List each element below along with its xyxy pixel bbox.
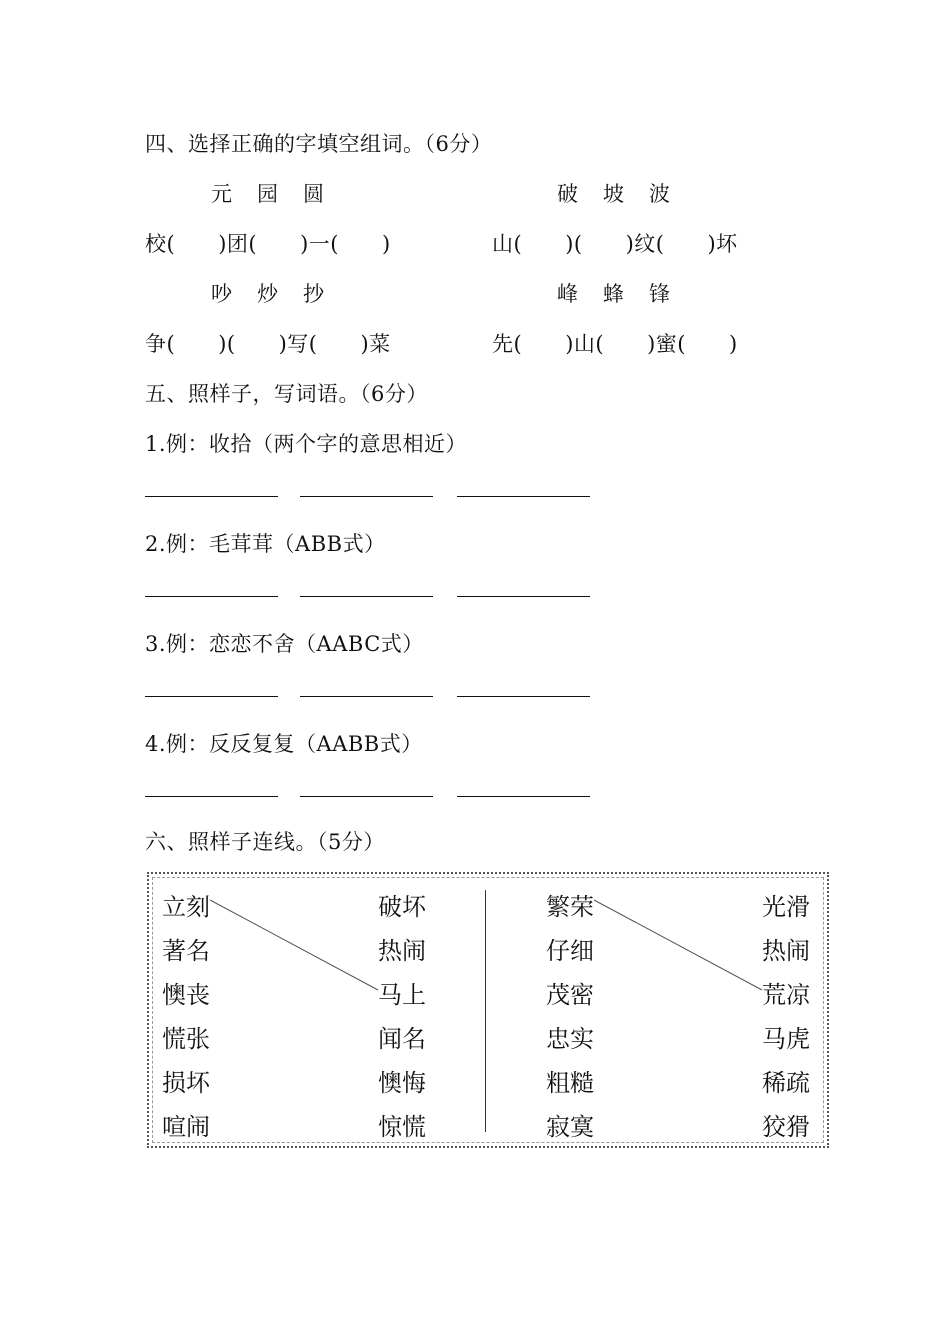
answer-blank[interactable] (145, 496, 278, 497)
char-option: 坡 (603, 182, 624, 206)
answer-blank[interactable] (145, 796, 278, 797)
match-word-right1[interactable]: 仔细 (546, 937, 594, 965)
answer-blank[interactable] (457, 696, 590, 697)
answer-blank[interactable] (300, 596, 433, 597)
char-option: 破 (557, 182, 578, 206)
match-word-left1[interactable]: 损坏 (162, 1069, 210, 1097)
example-item-2: 2.例：毛茸茸（ABB式） (145, 532, 386, 556)
match-word-right2[interactable]: 狡猾 (762, 1113, 810, 1141)
example-item-1: 1.例：收拾（两个字的意思相近） (145, 432, 468, 456)
match-word-left1[interactable]: 喧闹 (162, 1113, 210, 1141)
match-word-right1[interactable]: 粗糙 (546, 1069, 594, 1097)
answer-blank[interactable] (145, 696, 278, 697)
char-option: 吵 (211, 282, 232, 306)
answer-blank[interactable] (457, 596, 590, 597)
fill-blank-row-2[interactable]: 山( )( )纹( )坏 (492, 232, 738, 256)
char-option: 抄 (303, 282, 324, 306)
char-group-1 (211, 178, 349, 208)
char-option: 元 (211, 182, 232, 206)
match-word-right2[interactable]: 荒凉 (762, 981, 810, 1009)
char-option: 波 (649, 182, 670, 206)
match-word-right2[interactable]: 热闹 (762, 937, 810, 965)
answer-blank[interactable] (457, 496, 590, 497)
answer-blank[interactable] (145, 596, 278, 597)
fill-blank-row-4[interactable]: 先( )山( )蜜( ) (492, 332, 738, 356)
example-item-4: 4.例：反反复复（AABB式） (145, 732, 423, 756)
match-word-left1[interactable]: 慌张 (162, 1025, 210, 1053)
char-group-4 (557, 278, 695, 308)
answer-blank[interactable] (300, 696, 433, 697)
match-word-left2[interactable]: 惊慌 (378, 1113, 426, 1141)
match-word-left1[interactable]: 著名 (162, 937, 210, 965)
match-word-left1[interactable]: 立刻 (162, 893, 210, 921)
char-option: 锋 (649, 282, 670, 306)
fill-blank-row-1[interactable]: 校( )团( )一( ) (145, 232, 391, 256)
section5-title: 五、照样子，写词语。（6分） (145, 382, 428, 406)
match-word-right1[interactable]: 寂寞 (546, 1113, 594, 1141)
char-option: 炒 (257, 282, 278, 306)
match-word-left2[interactable]: 马上 (378, 981, 426, 1009)
match-word-left2[interactable]: 破坏 (378, 893, 426, 921)
match-word-left1[interactable]: 懊丧 (162, 981, 210, 1009)
answer-blank[interactable] (300, 496, 433, 497)
char-option: 圆 (303, 182, 324, 206)
answer-blank[interactable] (300, 796, 433, 797)
match-word-right2[interactable]: 稀疏 (762, 1069, 810, 1097)
match-word-right1[interactable]: 忠实 (546, 1025, 594, 1053)
match-word-left2[interactable]: 热闹 (378, 937, 426, 965)
match-word-right2[interactable]: 马虎 (762, 1025, 810, 1053)
fill-blank-row-3[interactable]: 争( )( )写( )菜 (145, 332, 391, 356)
char-option: 蜂 (603, 282, 624, 306)
match-word-right1[interactable]: 繁荣 (546, 893, 594, 921)
example-item-3: 3.例：恋恋不舍（AABC式） (145, 632, 424, 656)
match-word-right1[interactable]: 茂密 (546, 981, 594, 1009)
match-word-left2[interactable]: 闻名 (378, 1025, 426, 1053)
char-option: 园 (257, 182, 278, 206)
answer-blank[interactable] (457, 796, 590, 797)
match-word-right2[interactable]: 光滑 (762, 893, 810, 921)
column-divider (485, 890, 486, 1132)
char-group-2 (557, 178, 695, 208)
matching-box (147, 872, 829, 1148)
match-word-left2[interactable]: 懊悔 (378, 1069, 426, 1097)
section4-title: 四、选择正确的字填空组词。（6分） (145, 132, 493, 156)
char-option: 峰 (557, 282, 578, 306)
section6-title: 六、照样子连线。（5分） (145, 830, 385, 854)
matching-box-inner-border (152, 877, 824, 1143)
char-group-3 (211, 278, 349, 308)
